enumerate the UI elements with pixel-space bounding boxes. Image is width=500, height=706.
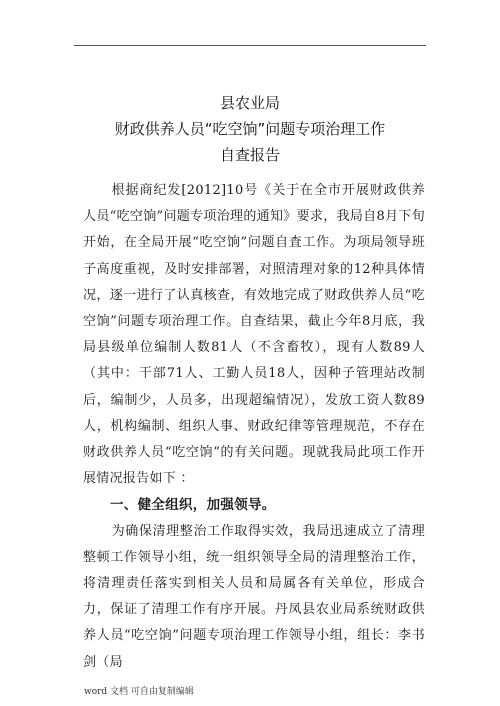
document-title (74, 90, 426, 168)
footer-note: word 文档 可自由复制编辑 (84, 687, 194, 697)
paragraph-section-1: 为确保清理整治工作取得实效，我局迅速成立了清理整顿工作领导小组，统一组织领导全局的清理整治工作，将清理责任落实到相关人员和局属各有关单位，形成合力，保证了清理工作有序开展。丹凤县农业局系统财政供养人员“吃空饷”问题专项治理工作领导小组，组长：李书剑（局 (83, 523, 425, 670)
document-body (83, 178, 425, 676)
paragraph-intro: 根据商纪发[2012]10号《关于在全市开展财政供养人员“吃空饷”问题专项治理的通知》要求，我局自8月下旬开始，在全局开展“吃空饷”问题自査工作。为项局领导班子高度重视，及时安排部署，对照清理对象的12种具体情况，逐一进行了认真核查，有效地完成了财政供养人员“吃空饷”问题专项治理工作。自查结果，截止今年8月底，我局县级单位编制人数81人（不含畜牧），现有人数89人（其中：干部71人、工勤人员18人，因种子管理站改制后，编制少，人员多，出现超编情况），发放工资人数89人，机构编制、组织人事、财政纪律等管理规范，不存在财政供养人员“吃空饷”的有关问题。现就我局此项工作开展情况报告如下 ： (83, 183, 425, 487)
header-rule (74, 45, 426, 46)
title-line-agency: 县农业局 (219, 94, 280, 112)
title-line-subject: 财政供养人员“吃空饷”问题专项治理工作 (114, 120, 386, 138)
title-line-report: 自查报告 (219, 146, 280, 164)
section-heading-1: 一、健全组织，加强领导。 (110, 497, 276, 514)
